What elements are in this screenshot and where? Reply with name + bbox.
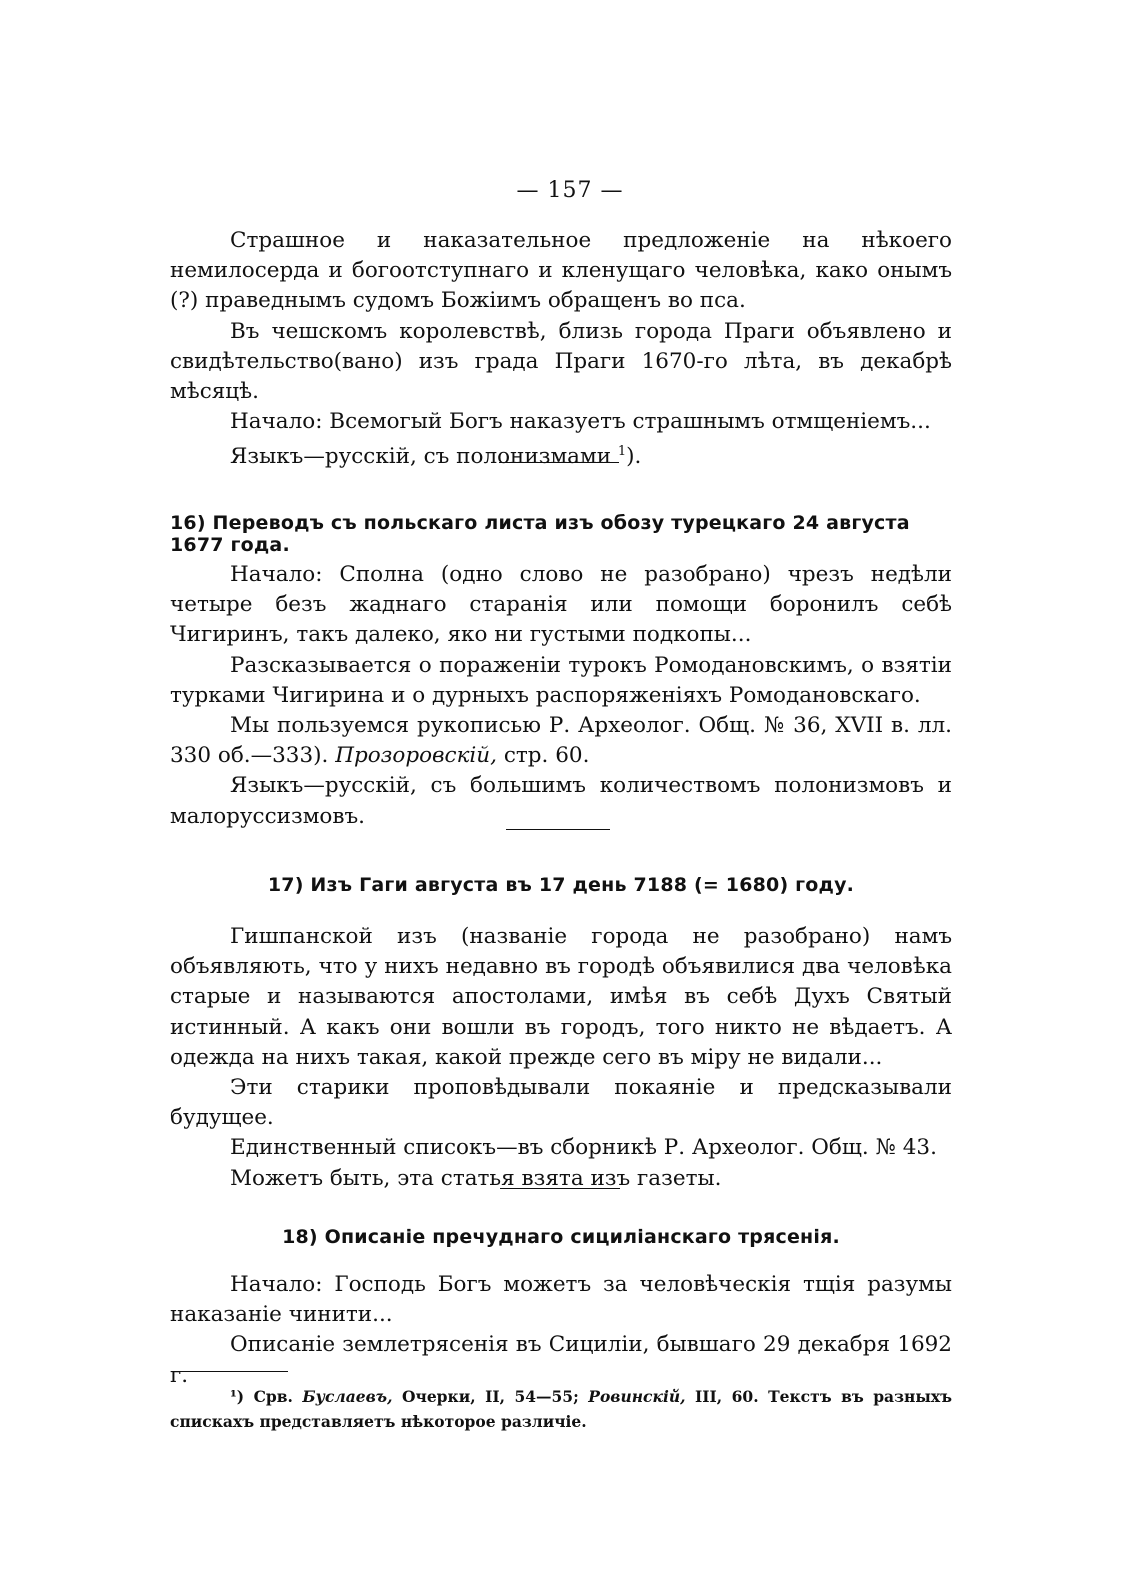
intro-language-end: ). bbox=[626, 444, 642, 470]
section16-heading: 16) Переводъ съ польскаго листа изъ обозу турецкаго 24 августа 1677 года. bbox=[170, 512, 910, 556]
section-divider bbox=[506, 829, 610, 830]
footnote-author-1: Буслаевъ, bbox=[302, 1387, 393, 1406]
footnote-reference: 1 bbox=[617, 444, 627, 460]
footnote-author-2: Ровинскій, bbox=[588, 1387, 686, 1406]
intro-language-text: Языкъ—русскій, съ полонизмами bbox=[230, 444, 612, 470]
section-divider bbox=[499, 462, 619, 463]
section17-summary: Эти старики проповѣдывали покаяніе и предсказывали будущее. bbox=[170, 1075, 952, 1131]
section16-language: Языкъ—русскій, съ большимъ количествомъ полонизмовъ и малоруссизмовъ. bbox=[170, 773, 952, 829]
section17-source: Единственный списокъ—въ сборникѣ Р. Археолог. Общ. № 43. bbox=[230, 1135, 937, 1161]
intro-incipit-paragraph: Начало: Всемогый Богъ наказуетъ страшнымъ отмщеніемъ... bbox=[230, 409, 931, 435]
section17-body bbox=[170, 922, 952, 1194]
section16-source-author: Прозоровскій, bbox=[335, 743, 497, 769]
section16-summary: Разсказывается о пораженіи турокъ Ромодановскимъ, о взятіи турками Чигирина и о дурныхъ распоряженіяхъ Ромодановскаго. bbox=[170, 652, 952, 708]
section18-summary: Описаніе землетрясенія въ Сициліи, бывшаго 29 декабря 1692 г. bbox=[170, 1332, 952, 1388]
section16-source-text: Мы пользуемся рукописью Р. Археолог. Общ. № 36, XVII в. лл. 330 об.—333). bbox=[170, 713, 952, 769]
section18-body bbox=[170, 1270, 952, 1391]
footnote-rule bbox=[172, 1371, 288, 1372]
section16-source bbox=[170, 711, 952, 771]
section18-incipit: Начало: Господь Богъ можетъ за человѣческія тщія разумы наказаніе чинити... bbox=[170, 1272, 952, 1328]
footnote-line-2: спискахъ представляетъ нѣкоторое различіе. bbox=[170, 1412, 587, 1431]
section16-body bbox=[170, 560, 952, 832]
section17-note: Можетъ быть, эта статья взята изъ газеты. bbox=[230, 1165, 722, 1191]
footnote-text-1: Очерки, II, 54—55; bbox=[401, 1387, 579, 1406]
footnote-mark: ¹) Срв. bbox=[230, 1387, 293, 1406]
intro-section bbox=[170, 226, 952, 473]
section17-heading: 17) Изъ Гаги августа въ 17 день 7188 (= 1680) году. bbox=[267, 874, 855, 896]
section18-heading: 18) Описаніе пречуднаго сициліанскаго трясенія. bbox=[282, 1226, 840, 1248]
page-number: — 157 — bbox=[516, 178, 624, 203]
section16-incipit: Начало: Сполна (одно слово не разобрано) чрезъ недѣли четыре безъ жаднаго старанія или помощи боронилъ себѣ Чигиринъ, такъ далеко, яко ни густыми подкопы... bbox=[170, 562, 952, 648]
intro-title-paragraph: Страшное и наказательное предложеніе на нѣкоего немилосерда и богоотступнаго и кленущаго человѣка, како онымъ (?) праведнымъ судомъ Божіимъ обращенъ во пса. bbox=[170, 228, 952, 314]
intro-location-paragraph: Въ чешскомъ королевствѣ, близь города Праги объявлено и свидѣтельство(вано) изъ града Праги 1670-го лѣта, въ декабрѣ мѣсяцѣ. bbox=[170, 318, 952, 405]
footnote-line-1 bbox=[170, 1384, 952, 1409]
section16-source-page: стр. 60. bbox=[503, 743, 590, 769]
footnote bbox=[170, 1384, 952, 1434]
intro-language-paragraph bbox=[170, 437, 952, 472]
section17-text: Гишпанской изъ (названіе города не разобрано) намъ объявляють, что у нихъ недавно въ городѣ объявилися два человѣка старые и называются апостолами, имѣя въ себѣ Духъ Святый истинный. А какъ они вошли въ городъ, того никто не вѣдаетъ. А одежда на нихъ такая, какой прежде сего въ міру не видали... bbox=[170, 924, 952, 1070]
section-divider bbox=[500, 1188, 620, 1189]
footnote-text-2: III, 60. Текстъ въ разныхъ bbox=[695, 1387, 952, 1406]
